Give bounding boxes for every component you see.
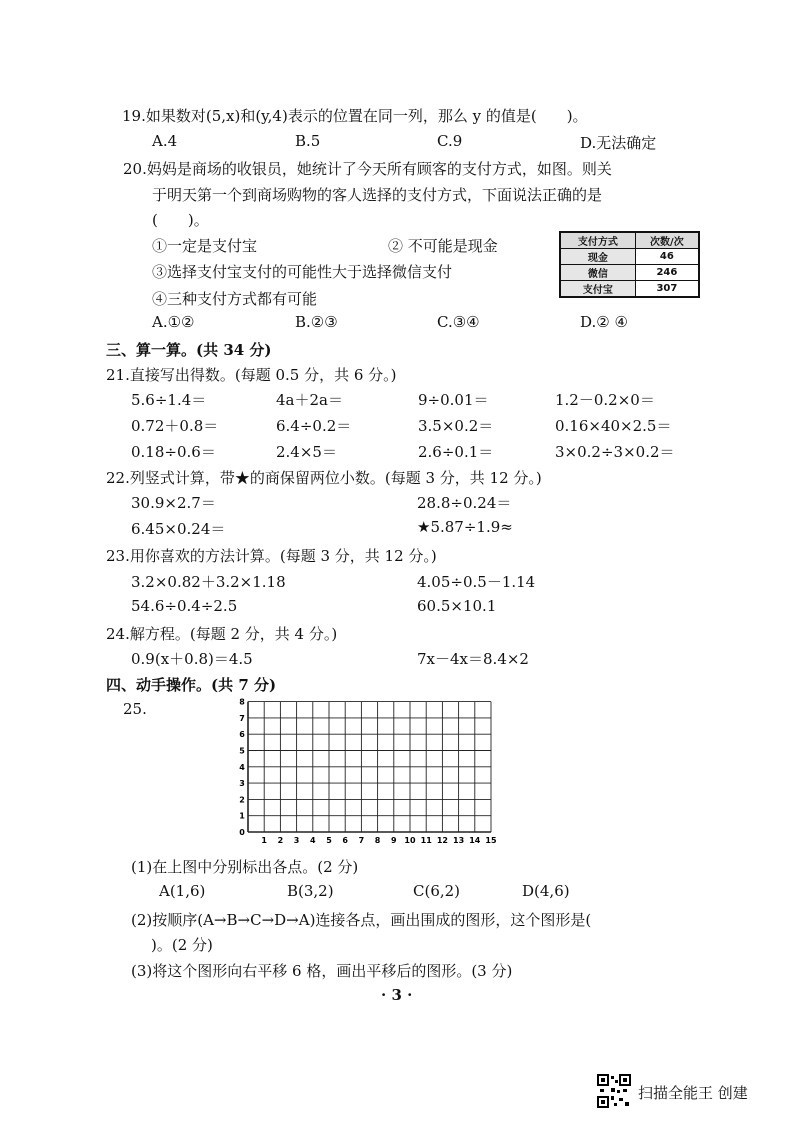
y-axis-tick-labels: [239, 698, 245, 837]
table-cell: 支付宝: [560, 281, 635, 298]
q20-statement-2: ② 不可能是现金: [388, 237, 498, 255]
question-20-line-2: 于明天第一个到商场购物的客人选择的支付方式，下面说法正确的是: [152, 186, 603, 204]
y-tick-label: 0: [239, 828, 245, 837]
q23-item: 54.6÷0.4÷2.5: [131, 597, 238, 615]
x-tick-label: 15: [485, 836, 497, 845]
table-row: [560, 265, 699, 281]
question-24-title: 24.解方程。(每题 2 分，共 4 分。): [106, 625, 338, 643]
q21-item: 2.6÷0.1＝: [418, 443, 494, 461]
footer-watermark: 扫描全能王 创建: [638, 1084, 748, 1102]
q20-statement-1: ①一定是支付宝: [152, 237, 258, 255]
question-20-line-3: ( )。: [152, 211, 209, 229]
section-4-heading: 四、动手操作。(共 7 分): [106, 676, 277, 694]
q21-item: 9÷0.01＝: [418, 391, 489, 409]
table-header-count: 次数/次: [635, 232, 699, 249]
q21-item: 0.18÷0.6＝: [131, 443, 216, 461]
x-tick-label: 3: [293, 836, 300, 845]
table-row: [560, 249, 699, 265]
q22-item: ★5.87÷1.9≈: [417, 518, 513, 536]
x-tick-label: 8: [374, 836, 381, 845]
q24-item: 7x－4x＝8.4×2: [417, 650, 529, 668]
q20-option-b: B.②③: [295, 313, 338, 331]
question-20-line-1: 20.妈妈是商场的收银员，她统计了今天所有顾客的支付方式，如图。则关: [123, 160, 612, 178]
q19-option-a: A.4: [152, 132, 178, 150]
point-label-c: C(6,2): [413, 882, 461, 900]
table-cell: 307: [635, 281, 699, 298]
q21-item: 0.16×40×2.5＝: [555, 417, 672, 435]
question-25-number: 25.: [123, 700, 147, 718]
point-label-d: D(4,6): [522, 882, 570, 900]
section-3-heading: 三、算一算。(共 34 分): [106, 341, 272, 359]
grid-lines: [248, 702, 491, 832]
y-tick-label: 6: [239, 730, 245, 740]
q21-item: 0.72＋0.8＝: [131, 417, 219, 435]
table-header-method: 支付方式: [560, 232, 635, 249]
q25-sub-question-3: (3)将这个图形向右平移 6 格，画出平移后的图形。(3 分): [131, 962, 513, 980]
x-axis-tick-labels: [261, 836, 497, 845]
qr-code-icon: [597, 1074, 631, 1108]
x-tick-label: 7: [358, 836, 365, 845]
table-cell: 46: [635, 249, 699, 265]
y-tick-label: 3: [239, 779, 245, 789]
q19-option-b: B.5: [295, 132, 321, 150]
question-19-stem: 19.如果数对(5,x)和(y,4)表示的位置在同一列，那么 y 的值是( )。: [122, 107, 588, 125]
q21-item: 5.6÷1.4＝: [131, 391, 207, 409]
x-tick-label: 9: [391, 836, 397, 845]
y-tick-label: 4: [239, 762, 245, 772]
q23-item: 60.5×10.1: [417, 597, 497, 615]
table-cell: 微信: [560, 265, 635, 281]
q21-item: 4a＋2a＝: [276, 391, 343, 409]
x-tick-label: 5: [326, 836, 332, 845]
q19-option-d: D.无法确定: [580, 134, 657, 152]
x-tick-label: 1: [261, 836, 267, 845]
q21-item: 3×0.2÷3×0.2＝: [555, 443, 675, 461]
q23-item: 3.2×0.82＋3.2×1.18: [131, 573, 286, 591]
q22-item: 30.9×2.7＝: [131, 494, 216, 512]
q24-item: 0.9(x＋0.8)＝4.5: [131, 650, 253, 668]
payment-method-table: [559, 231, 700, 298]
point-label-b: B(3,2): [287, 882, 334, 900]
q22-item: 28.8÷0.24＝: [417, 494, 512, 512]
table-cell: 246: [635, 265, 699, 281]
x-tick-label: 10: [404, 836, 416, 845]
table-cell: 现金: [560, 249, 635, 265]
question-22-title: 22.列竖式计算，带★的商保留两位小数。(每题 3 分，共 12 分。): [106, 469, 542, 487]
page-number: · 3 ·: [381, 986, 413, 1004]
y-tick-label: 2: [239, 795, 245, 805]
q20-statement-3: ③选择支付宝支付的可能性大于选择微信支付: [152, 263, 453, 281]
q19-option-c: C.9: [437, 132, 463, 150]
q20-statement-4: ④三种支付方式都有可能: [152, 290, 318, 308]
y-tick-label: 7: [239, 713, 245, 723]
q23-item: 4.05÷0.5－1.14: [417, 573, 536, 591]
x-tick-label: 14: [469, 836, 481, 845]
x-tick-label: 6: [342, 836, 348, 845]
q25-sub-question-1: (1)在上图中分别标出各点。(2 分): [131, 858, 359, 876]
y-tick-label: 8: [239, 698, 245, 707]
x-tick-label: 11: [420, 836, 432, 845]
q21-item: 1.2－0.2×0＝: [555, 391, 655, 409]
x-tick-label: 13: [453, 836, 465, 845]
question-21-title: 21.直接写出得数。(每题 0.5 分，共 6 分。): [106, 366, 397, 384]
q20-option-d: D.② ④: [580, 313, 628, 331]
y-tick-label: 1: [239, 811, 245, 821]
question-23-title: 23.用你喜欢的方法计算。(每题 3 分，共 12 分。): [106, 547, 437, 565]
y-tick-label: 5: [239, 746, 245, 756]
q21-item: 2.4×5＝: [276, 443, 337, 461]
x-tick-label: 2: [277, 836, 284, 845]
q21-item: 3.5×0.2＝: [418, 417, 494, 435]
coordinate-grid: [232, 698, 517, 848]
q20-option-c: C.③④: [437, 313, 480, 331]
q22-item: 6.45×0.24＝: [131, 520, 226, 538]
table-row: [560, 281, 699, 298]
point-label-a: A(1,6): [159, 882, 206, 900]
q21-item: 6.4÷0.2＝: [276, 417, 352, 435]
q20-option-a: A.①②: [152, 313, 195, 331]
q25-sub-question-2-line-1: (2)按顺序(A→B→C→D→A)连接各点，画出围成的图形，这个图形是(: [131, 911, 592, 929]
x-tick-label: 12: [436, 836, 448, 845]
q25-sub-question-2-line-2: )。(2 分): [151, 936, 213, 954]
x-tick-label: 4: [310, 836, 316, 845]
